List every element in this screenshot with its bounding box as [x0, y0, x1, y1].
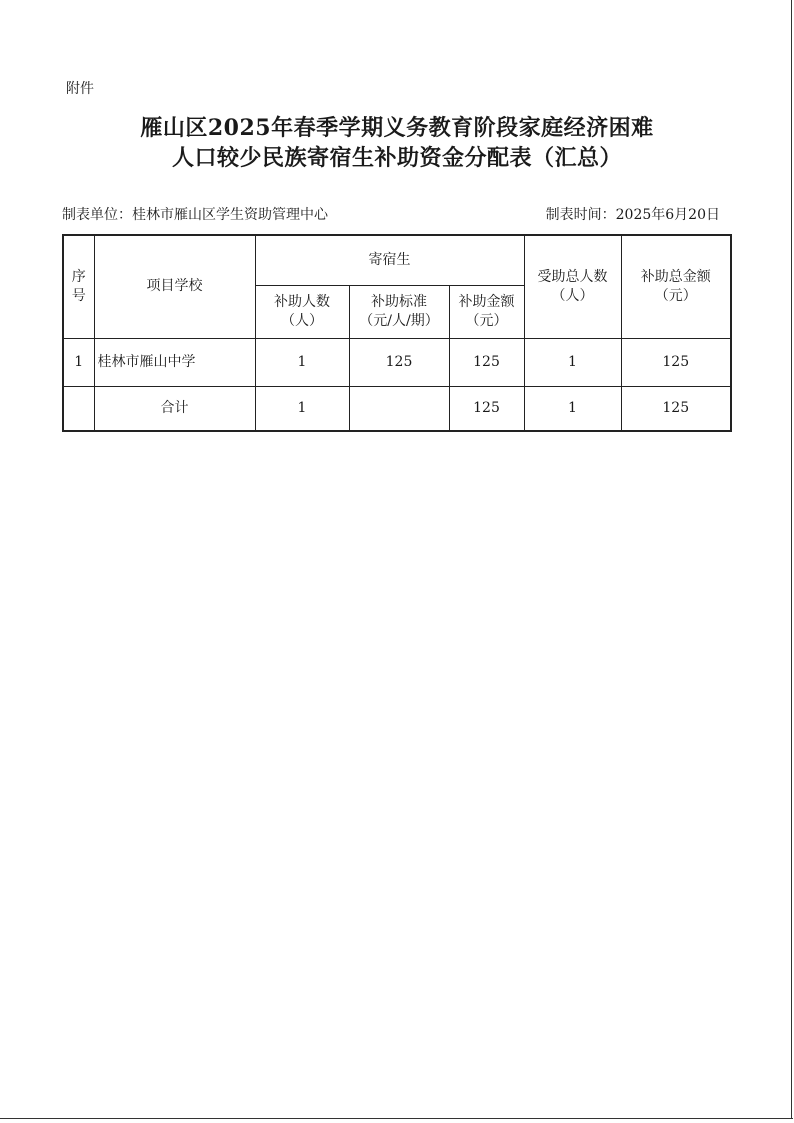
page-edge-bottom	[0, 1118, 793, 1119]
header-boarding-group: 寄宿生	[255, 235, 524, 285]
prepared-date: 制表时间：2025年6月20日	[545, 207, 720, 223]
total-seq	[63, 386, 94, 431]
title-line-1: 雁山区2025年春季学期义务教育阶段家庭经济困难	[140, 115, 654, 141]
header-row-1	[63, 235, 731, 285]
header-subsidy-amount: 补助金额 （元）	[449, 285, 524, 338]
total-standard	[349, 386, 449, 431]
subsidy-allocation-table	[62, 234, 732, 432]
header-subsidy-standard: 补助标准 （元/人/期）	[349, 285, 449, 338]
cell-amount: 125	[449, 338, 524, 386]
cell-school: 桂林市雁山中学	[94, 338, 255, 386]
total-amount: 125	[449, 386, 524, 431]
prepared-by-unit: 制表单位：桂林市雁山区学生资助管理中心	[62, 207, 328, 223]
document-title	[0, 113, 794, 173]
total-count: 1	[255, 386, 349, 431]
header-total-amount: 补助总金额 （元）	[621, 235, 731, 338]
total-people: 1	[524, 386, 621, 431]
header-subsidy-count: 补助人数 （人）	[255, 285, 349, 338]
table-row	[63, 338, 731, 386]
attachment-label: 附件	[66, 81, 94, 97]
total-total-amount: 125	[621, 386, 731, 431]
cell-seq: 1	[63, 338, 94, 386]
total-label: 合计	[94, 386, 255, 431]
cell-standard: 125	[349, 338, 449, 386]
cell-total-people: 1	[524, 338, 621, 386]
cell-total-amount: 125	[621, 338, 731, 386]
header-total-people: 受助总人数 （人）	[524, 235, 621, 338]
header-seq: 序 号	[63, 235, 94, 338]
title-line-2: 人口较少民族寄宿生补助资金分配表（汇总）	[171, 145, 622, 171]
total-row	[63, 386, 731, 431]
cell-count: 1	[255, 338, 349, 386]
header-school: 项目学校	[94, 235, 255, 338]
